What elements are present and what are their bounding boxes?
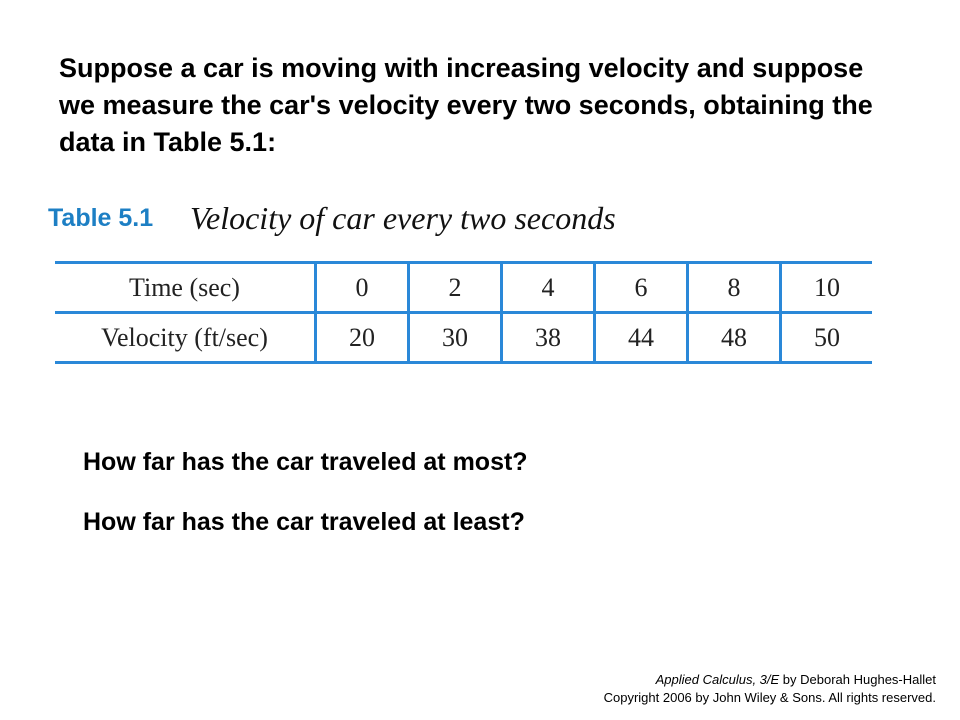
- row-header-time: Time (sec): [55, 263, 316, 313]
- table-row-velocity: [55, 313, 872, 363]
- table-cell: 6: [595, 263, 688, 313]
- question-most: How far has the car traveled at most?: [83, 448, 528, 476]
- question-least: How far has the car traveled at least?: [83, 508, 525, 536]
- row-header-velocity: Velocity (ft/sec): [55, 313, 316, 363]
- table-row-time: [55, 263, 872, 313]
- book-title: Applied Calculus, 3/E: [655, 672, 780, 687]
- table-cell: 38: [502, 313, 595, 363]
- table-cell: 48: [688, 313, 781, 363]
- footer-copyright: Copyright 2006 by John Wiley & Sons. All rights reserved.: [603, 690, 936, 705]
- table-cell: 50: [781, 313, 873, 363]
- table-title: Velocity of car every two seconds: [190, 200, 616, 236]
- velocity-table: [55, 261, 872, 364]
- table-cell: 4: [502, 263, 595, 313]
- table-cell: 10: [781, 263, 873, 313]
- table-cell: 30: [409, 313, 502, 363]
- book-byline: by Deborah Hughes-Hallet: [779, 672, 936, 687]
- table-label: Table 5.1: [48, 204, 154, 232]
- table-cell: 20: [316, 313, 409, 363]
- table-cell: 8: [688, 263, 781, 313]
- intro-paragraph: Suppose a car is moving with increasing velocity and suppose we measure the car's velocity every two seconds, obtaining the data in Table 5.1:: [59, 53, 873, 157]
- footer-credit: [604, 671, 936, 707]
- table-cell: 44: [595, 313, 688, 363]
- footer-book-line: [604, 671, 936, 689]
- table-cell: 2: [409, 263, 502, 313]
- table-cell: 0: [316, 263, 409, 313]
